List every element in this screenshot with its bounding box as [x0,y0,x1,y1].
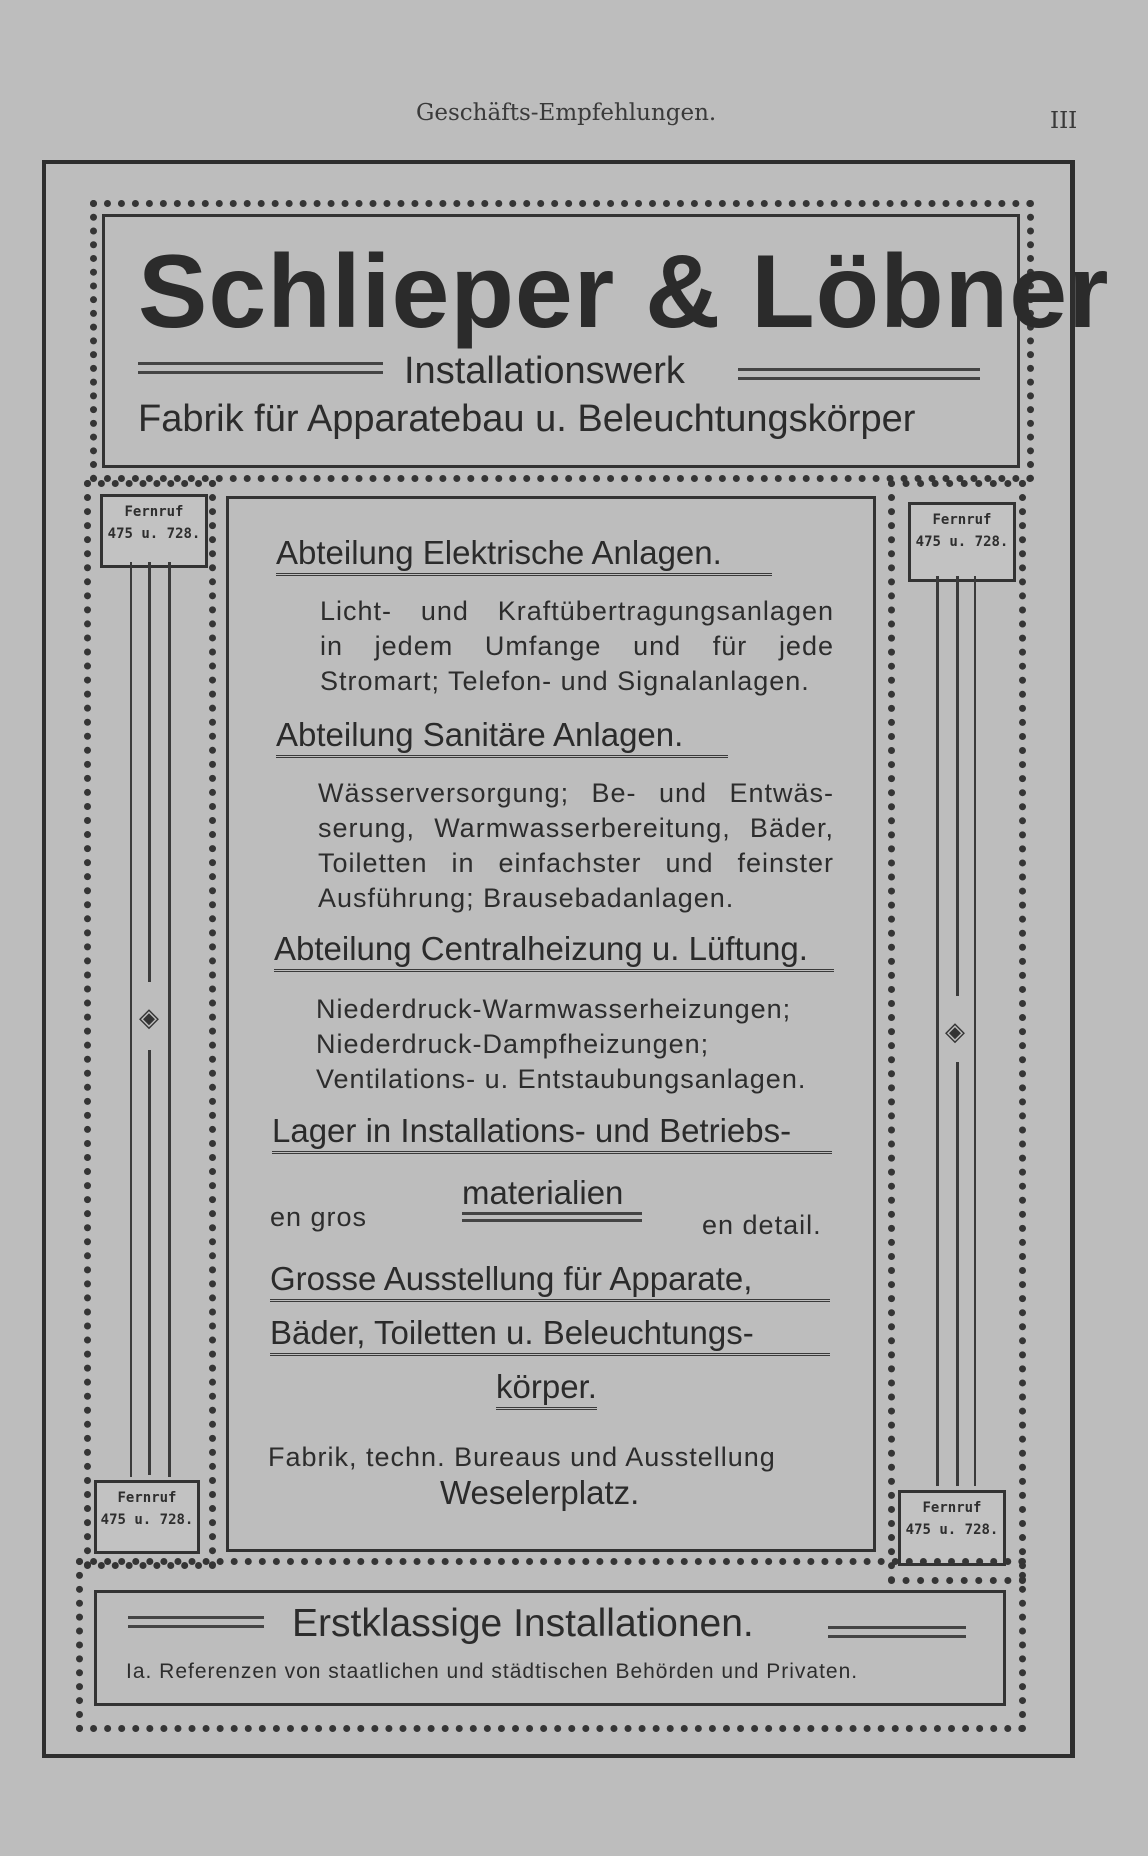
right-rule-a [936,576,939,1486]
phone-label: Fernruf [124,504,184,520]
exhibition-heading-line2: Bäder, Toiletten u. Beleuchtungs- [270,1316,830,1356]
slogan-rule-left [128,1616,264,1628]
right-rule-b2 [956,1062,959,1486]
stock-rule [462,1212,642,1222]
dept-electrical-heading: Abteilung Elektrische Anlagen. [276,536,772,576]
stock-en-gros: en gros [270,1202,368,1232]
phone-label: Fernruf [932,512,992,528]
dept-heating-text: Niederdruck-Warmwasserheizungen; Niederdruck-Dampfheizungen; Ventilations- u. Entstaubungsanlagen. [316,994,807,1094]
footer-references: Ia. Referenzen von staatlichen und städtischen Behörden und Privaten. [126,1660,859,1683]
dept-heating-heading: Abteilung Centralheizung u. Lüftung. [274,932,834,972]
left-rule-c [168,562,171,1477]
stock-en-detail: en detail. [702,1210,822,1240]
ornament-diamond-left: ◈ [139,1002,159,1032]
stock-heading: Lager in Installations- und Betriebs- [272,1114,832,1154]
footer-slogan: Erstklassige Installationen. [292,1602,754,1645]
phone-numbers: 475 u. 728. [915,534,1009,551]
right-rule-b [956,576,959,996]
slogan-rule-right [828,1626,966,1638]
ornament-diamond-right: ◈ [945,1016,965,1046]
phone-label: Fernruf [922,1500,982,1516]
phone-box-top-left [100,494,208,568]
exhibition-heading-line3: körper. [496,1370,597,1410]
right-rule-c [974,576,976,1486]
left-rule-a [130,562,132,1477]
dept-electrical-text: Licht- und Kraftübertragungsanlagen in jedem Umfange und für jede Stromart; Telefon- und Signalanlagen. [320,596,834,696]
stock-heading-line2: materialien [462,1174,624,1211]
company-name: Schlieper & Löbner [138,234,1110,350]
dept-sanitary-heading: Abteilung Sanitäre Anlagen. [276,718,728,758]
exhibition-heading: Grosse Ausstellung für Apparate, [270,1262,830,1302]
phone-numbers: 475 u. 728. [905,1522,999,1539]
location-address: Weselerplatz. [440,1474,640,1511]
company-tagline: Fabrik für Apparatebau u. Beleuchtungskörper [138,398,916,440]
phone-label: Fernruf [117,1490,177,1506]
phone-numbers: 475 u. 728. [100,1512,194,1529]
phone-box-bottom-left [94,1480,200,1554]
subtitle-rule-left [138,362,383,374]
phone-box-bottom-right [898,1490,1006,1566]
left-rule-b2 [148,1050,151,1475]
phone-numbers: 475 u. 728. [107,526,201,543]
dept-sanitary-text: Wässerversorgung; Be- und Entwäs- serung, Warmwasserbereitung, Bäder, Toiletten in einfachster und feinster Ausführung; Brausebadanlagen. [318,778,834,913]
left-rule-b [148,562,151,982]
location-line: Fabrik, techn. Bureaus und Ausstellung [268,1442,776,1472]
phone-box-top-right [908,502,1016,582]
subtitle-rule-right [738,368,980,380]
running-title: Geschäfts-Empfehlungen. [416,100,717,126]
page-number: III [1050,108,1078,134]
company-subtitle: Installationswerk [404,350,685,392]
